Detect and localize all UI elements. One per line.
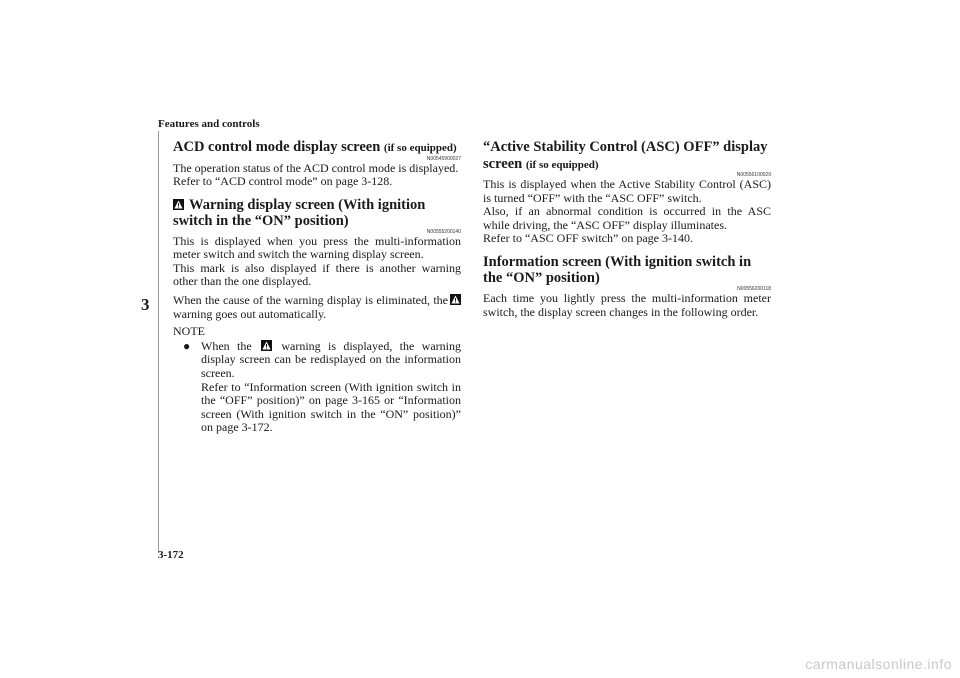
note-text-a: When the [201, 338, 252, 353]
right-column [483, 139, 771, 319]
warning-para-3: When the cause of the warning display is eliminated, the warning goes out automatically. [173, 294, 461, 321]
asc-para-1: This is displayed when the Active Stability Control (ASC) is turned “OFF” with the “ASC OFF” switch. [483, 177, 771, 205]
warning-triangle-icon [173, 199, 184, 210]
warning-para-2: This mark is also displayed if there is another warning other than the one displayed. [173, 260, 461, 289]
acd-line-2: Refer to “ACD control mode” on page 3-128. [173, 174, 393, 189]
info-para-1: Each time you lightly press the multi-information meter switch, the display screen changes in the following order. [483, 290, 771, 319]
acd-heading: ACD control mode display screen (if so equipped) [173, 139, 457, 155]
note-text-c: Refer to “Information screen (With ignition switch in the “OFF” position)” on page 3-165 or “Information screen (With ignition switch in the “ON” position)” on page 3-172. [201, 379, 461, 435]
warning-triangle-icon [450, 294, 461, 305]
warning-ref-code: N00555200140 [426, 228, 461, 235]
asc-para-3: Refer to “ASC OFF switch” on page 3-140. [483, 231, 693, 246]
asc-para-2: Also, if an abnormal condition is occurred in the ASC while driving, the “ASC OFF” display illuminates. [483, 204, 771, 232]
note-text-b: warning is displayed, the warning display screen can be redisplayed on the information screen. [201, 338, 461, 381]
section-header: Features and controls [158, 118, 260, 130]
asc-heading: “Active Stability Control (ASC) OFF” display screen (if so equipped) [483, 139, 768, 172]
info-heading: Information screen (With ignition switch in the “ON” position) [483, 253, 752, 287]
warning-heading: Warning display screen (With ignition switch in the “ON” position) [173, 196, 426, 230]
acd-ref-code: N00545900027 [426, 155, 461, 162]
note-title: NOTE [173, 324, 205, 339]
bullet-icon: ● [183, 338, 191, 353]
note-item [173, 340, 461, 435]
chapter-number: 3 [141, 295, 150, 314]
asc-ref-code: N00556100029 [736, 172, 771, 178]
chapter-divider [158, 131, 159, 553]
watermark: carmanualsonline.info [805, 656, 952, 672]
warning-para-1: This is displayed when you press the multi-information meter switch and switch the warning display screen. [173, 233, 461, 262]
warning-triangle-icon [261, 340, 272, 351]
page-number: 3-172 [158, 549, 184, 561]
acd-line-1: The operation status of the ACD control mode is displayed. [173, 160, 459, 175]
left-column [173, 139, 461, 435]
info-ref-code: N00556200118 [737, 285, 771, 292]
